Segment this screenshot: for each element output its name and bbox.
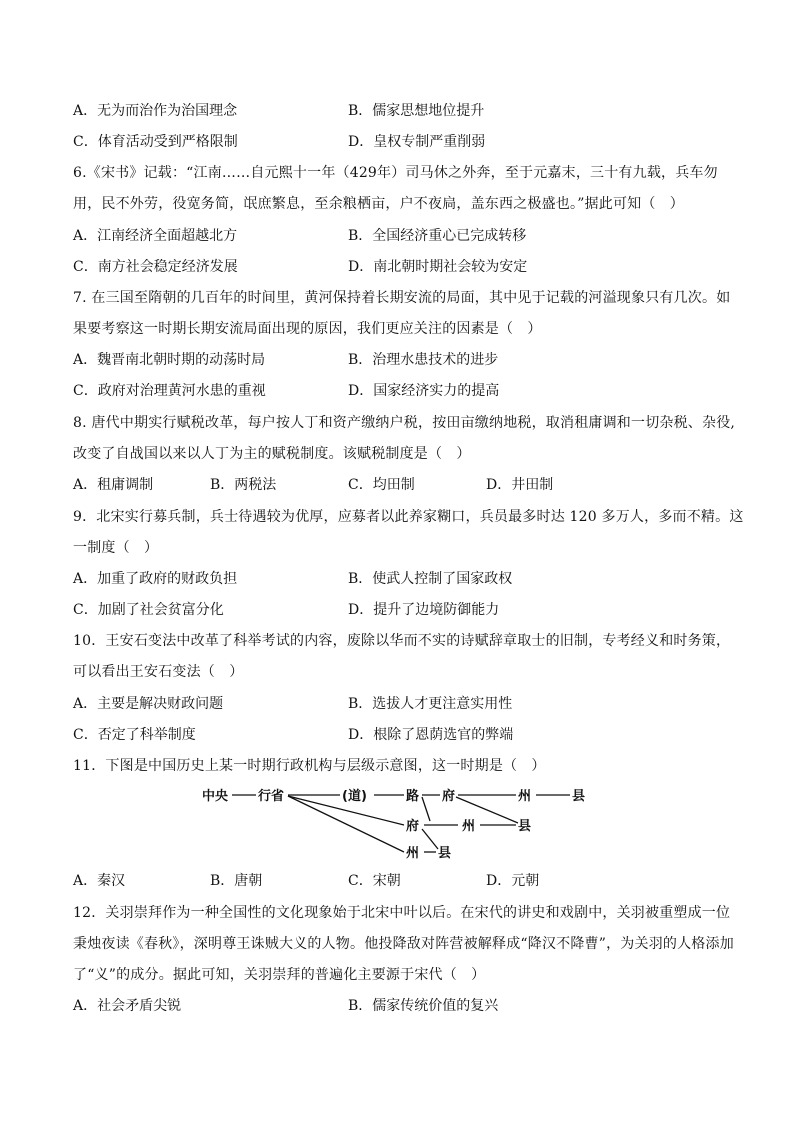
- q10-stem-line2: 可以看出王安石变法（ ）: [73, 664, 244, 680]
- q11-option-b: B．唐朝: [210, 873, 263, 889]
- diagram-central: 中央: [202, 789, 229, 804]
- q9-option-a: A．加重了政府的财政负担: [73, 571, 238, 587]
- q9-option-b: B．使武人控制了国家政权: [348, 571, 513, 587]
- admin-hierarchy-diagram: [200, 783, 600, 863]
- diagram-fu-middle: 府: [406, 819, 420, 834]
- q9-stem-line1: 9．北宋实行募兵制，兵士待遇较为优厚，应募者以此养家糊口，兵员最多时达 120 多万人，多而不精。这: [73, 509, 744, 525]
- q9-option-d: D．提升了边境防御能力: [348, 602, 500, 618]
- q6-option-c: C．南方社会稳定经济发展: [73, 259, 238, 275]
- diagram-line: [422, 797, 430, 821]
- diagram-xian-bottom: 县: [438, 846, 452, 861]
- q10-option-b: B．选拔人才更注意实用性: [348, 696, 513, 712]
- q10-stem-line1: 10．王安石变法中改革了科举考试的内容，废除以华而不实的诗赋辞章取士的旧制，专考经义和时务策，: [73, 633, 731, 649]
- diagram-xian-middle: 县: [518, 819, 532, 834]
- q8-stem-line2: 改变了自战国以来以人丁为主的赋税制度。该赋税制度是（ ）: [73, 446, 471, 462]
- q8-option-c: C．均田制: [348, 477, 415, 493]
- q12-option-b: B．儒家传统价值的复兴: [348, 998, 499, 1014]
- q9-stem-line2: 一制度（ ）: [73, 540, 159, 556]
- q5-option-a: A．无为而治作为治国理念: [73, 103, 238, 119]
- q8-option-b: B．两税法: [210, 477, 277, 493]
- q8-stem-line1: 8. 唐代中期实行赋税改革，每户按人丁和资产缴纳户税，按田亩缴纳地税，取消租庸调和一切杂税、杂役,: [73, 415, 736, 431]
- q11-option-c: C．宋朝: [348, 873, 401, 889]
- q12-stem-line2: 秉烛夜读《春秋》，深明尊王诛贼大义的人物。他投降敌对阵营被解释成“降汉不降曹”，为关羽的人格添加: [73, 936, 734, 952]
- q12-stem-line3: 了“义”的成分。据此可知，关羽崇拜的普遍化主要源于宋代（ ）: [73, 967, 486, 983]
- q12-option-a: A．社会矛盾尖锐: [73, 998, 182, 1014]
- diagram-dao: (道): [342, 789, 367, 804]
- q6-stem-line1: 6.《宋书》记载：“江南……自元熙十一年（429年）司马休之外奔，至于元嘉末，三十有九载，兵车勿: [73, 165, 718, 181]
- q8-option-a: A．租庸调制: [73, 477, 154, 493]
- q10-option-c: C．否定了科举制度: [73, 727, 196, 743]
- q7-option-c: C．政府对治理黄河水患的重视: [73, 383, 266, 399]
- q7-option-a: A．魏晋南北朝时期的动荡时局: [73, 352, 266, 368]
- diagram-zhou-middle: 州: [462, 819, 476, 834]
- q8-option-d: D．井田制: [486, 477, 554, 493]
- diagram-xian-top: 县: [572, 789, 586, 804]
- q5-option-b: B．儒家思想地位提升: [348, 103, 485, 119]
- diagram-zhou-top: 州: [518, 789, 532, 804]
- q5-option-c: C．体育活动受到严格限制: [73, 134, 238, 150]
- diagram-province: 行省: [258, 789, 285, 804]
- q10-option-d: D．根除了恩荫选官的弊端: [348, 727, 514, 743]
- q7-option-b: B．治理水患技术的进步: [348, 352, 499, 368]
- q6-option-b: B．全国经济重心已完成转移: [348, 228, 527, 244]
- q7-option-d: D．国家经济实力的提高: [348, 383, 500, 399]
- diagram-line: [288, 796, 404, 852]
- q6-option-d: D．南北朝时期社会较为安定: [348, 259, 528, 275]
- q10-option-a: A．主要是解决财政问题: [73, 696, 224, 712]
- q6-stem-line2: 用，民不外劳，役宽务简，氓庶繁息，至余粮栖亩，户不夜扃，盖东西之极盛也。”据此可知（ ）: [73, 196, 684, 212]
- q7-stem-line1: 7. 在三国至隋朝的几百年的时间里，黄河保持着长期安流的局面，其中见于记载的河溢现象只有几次。如: [73, 290, 731, 306]
- q12-stem-line1: 12．关羽崇拜作为一种全国性的文化现象始于北宋中叶以后。在宋代的讲史和戏剧中，关羽被重塑成一位: [73, 905, 731, 921]
- q5-option-d: D．皇权专制严重削弱: [348, 134, 486, 150]
- q7-stem-line2: 果要考察这一时期长期安流局面出现的原因，我们更应关注的因素是（ ）: [73, 321, 542, 337]
- diagram-fu-top: 府: [442, 789, 456, 804]
- q6-option-a: A．江南经济全面超越北方: [73, 228, 238, 244]
- diagram-line: [422, 829, 438, 849]
- q11-option-d: D．元朝: [486, 873, 540, 889]
- q9-option-c: C．加剧了社会贫富分化: [73, 602, 224, 618]
- q11-stem-line1: 11．下图是中国历史上某一时期行政机构与层级示意图，这一时期是（ ）: [73, 758, 546, 774]
- diagram-lu: 路: [406, 789, 420, 804]
- q11-option-a: A．秦汉: [73, 873, 126, 889]
- diagram-zhou-bottom: 州: [406, 846, 420, 861]
